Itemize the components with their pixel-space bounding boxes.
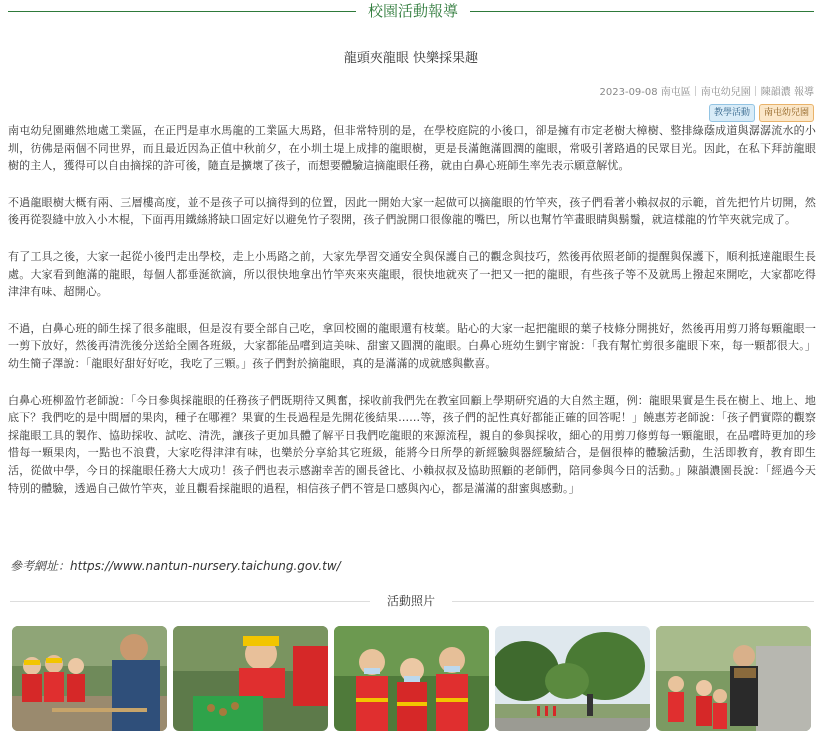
- paragraph: 南屯幼兒園雖然地處工業區，在正門是車水馬龍的工業區大馬路，但非常特別的是，在學校庭院的小後口，卻是擁有市定老樹大樟樹、整排綠蔭成道與潺潺流水的小圳，彷佛是兩個不同世界，而且最近因為正值中秋前夕，在小圳土堤上成排的龍眼樹，更是長滿飽滿圓潤的龍眼，常吸引著路過的民眾目光。因此，在私下拜訪龍眼樹的主人，獲得可以自由摘採的許可後，隨直是擴壞了孩子，而想要體驗這摘龍眼任務，就由白鼻心班師生率先表示願意解忧。: [8, 124, 816, 173]
- section-title: 校園活動報導: [367, 2, 458, 20]
- reference-label: 參考網址：: [10, 559, 71, 573]
- tag-school-name[interactable]: 南屯幼兒園: [759, 104, 814, 122]
- photo-thumbnail[interactable]: [173, 626, 328, 731]
- section-divider-left: [8, 11, 356, 12]
- paragraph: 不過龍眼樹大概有兩、三層樓高度，並不是孩子可以摘得到的位置，因此一開始大家一起做可以摘龍眼的竹竿夾，孩子們看著小賴叔叔的示範，首先把竹片切開，然後再從裂縫中放入小木棍，下面再用鐵絲將缺口固定好以避免竹子裂開，孩子們說開口很像龍的嘴巴，所以也幫竹竿畫眼睛與鬍鬚，就這樣龍的竹竿夾就完成了。: [8, 195, 816, 227]
- photo-gallery: [12, 626, 811, 731]
- article-title: 龍頭夾龍眼 快樂採果趣: [343, 51, 479, 66]
- article-meta: 2023-09-08 南屯區｜南屯幼兒園｜陳韻濃 報導: [599, 87, 814, 98]
- photos-header: [0, 592, 822, 610]
- reference-link[interactable]: https://www.nantun-nursery.taichung.gov.tw/: [70, 559, 341, 573]
- photo-thumbnail[interactable]: [12, 626, 167, 731]
- photo-thumbnail[interactable]: [334, 626, 489, 731]
- photos-title: 活動照片: [386, 594, 435, 608]
- article-body: [8, 122, 816, 516]
- photos-divider-right: [452, 601, 814, 602]
- section-header: [0, 0, 822, 22]
- tag-list: [709, 104, 814, 122]
- photo-thumbnail[interactable]: [495, 626, 650, 731]
- paragraph: 白鼻心班柳盈竹老師說：「今日參與採龍眼的任務孩子們既期待又興奮，採收前我們先在教室回顧上學期研究過的大自然主題，例：龍眼果實是生長在樹上、地上、地底下？我們吃的是中間層的果肉，種子在哪裡？果實的生長過程是先開花後結果……等，孩子們的記性真好都能正確的回答呢！」饒惠芳老師說：「孩子們實際的觀察採龍眼工具的製作、協助採收、試吃、清洗，讓孩子更加具體了解平日我們吃龍眼的來源流程，親自的參與採收，細心的用剪刀修剪每一顆龍眼，在品嚐時更加的珍惜每一顆果肉，一點也不浪費，大家吃得津津有味，也樂於分享給其它班級，能將今日所學的新經驗與器經驗結合，是個很棒的體驗活動，生活即教育，教育即生活，從做中學，今日的採龍眼任務大大成功！孩子們也表示感謝幸苦的園長爸比、小賴叔叔及協助照顧的老師們，陪同參與今日的活動。」陳韻濃園長說：「經過今天特別的體驗，透過自己做竹竿夾，並且觀看採龍眼的過程，相信孩子們不管是口感與內心，都是滿滿的甜蜜與感動。」: [8, 393, 816, 495]
- paragraph: 不過，白鼻心班的師生採了很多龍眼，但是沒有要全部自己吃，拿回校園的龍眼還有枝葉。貼心的大家一起把龍眼的葉子枝條分開挑好，然後再用剪刀將每顆龍眼一一剪下放好，然後再清洗後分送給全園各班級，大家都能品嚐到這美味、甜蜜又圓潤的龍眼。白鼻心班幼生劉宇甯說：「我有幫忙剪很多龍眼下來，每一顆都很大。」幼生簡子澤說：「龍眼好甜好好吃，我吃了三顆。」孩子們對於摘龍眼，真的是滿滿的成就感與歡喜。: [8, 321, 816, 370]
- tag-teaching-activity[interactable]: 教學活動: [709, 104, 755, 122]
- reference-line: [10, 558, 341, 574]
- photo-thumbnail[interactable]: [656, 626, 811, 731]
- section-divider-right: [470, 11, 814, 12]
- photos-divider-left: [10, 601, 370, 602]
- paragraph: 有了工具之後，大家一起從小後門走出學校，走上小馬路之前，大家先學習交通安全與保護自己的觀念與技巧，然後再依照老師的提醒與保護下，順利抵達龍眼生長處。大家看到飽滿的龍眼，每個人都垂涎欲滴，所以很快地拿出竹竿夾來夾龍眼，很快地就夾了一把又一把的龍眼，有些孩子等不及就馬上撥起來開吃，大家都吃得津津有味、超開心。: [8, 249, 816, 299]
